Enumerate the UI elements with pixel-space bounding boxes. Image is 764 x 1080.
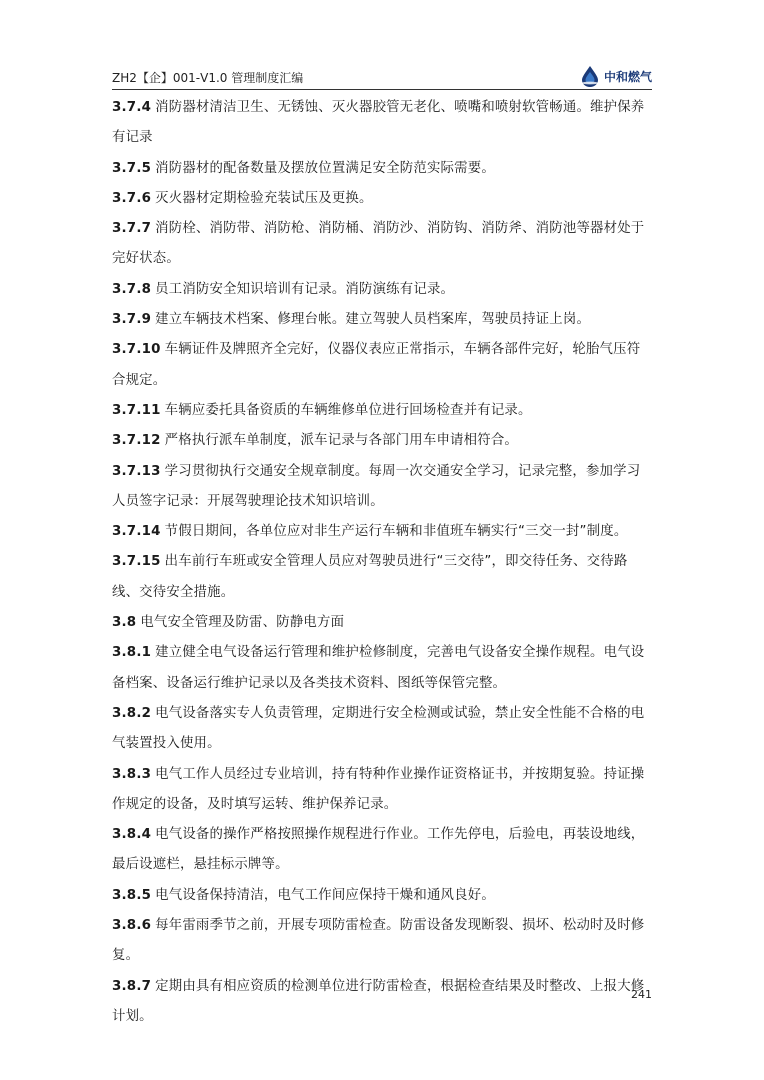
clause-paragraph (112, 638, 652, 699)
clause-paragraph (112, 760, 652, 821)
clause-number: 3.8 (112, 615, 137, 631)
clause-number: 3.7.6 (112, 190, 152, 206)
clause-number: 3.8.7 (112, 978, 152, 994)
header-divider (112, 89, 652, 90)
clause-number: 3.7.11 (112, 402, 161, 418)
clause-paragraph (112, 517, 652, 547)
clause-text: 出车前行车班或安全管理人员应对驾驶员进行“三交待”，即交待任务、交待路线、交待安全措施。 (112, 554, 628, 600)
clause-number: 3.8.4 (112, 827, 152, 843)
flame-drop-icon (579, 65, 601, 87)
clause-number: 3.7.7 (112, 221, 152, 237)
page-number: 241 (631, 988, 652, 1001)
company-logo (579, 65, 652, 87)
page-header (112, 56, 652, 90)
clause-text: 学习贯彻执行交通安全规章制度。每周一次交通安全学习，记录完整，参加学习人员签字记录：开展驾驶理论技术知识培训。 (112, 463, 641, 509)
clause-text: 建立健全电气设备运行管理和维护检修制度，完善电气设备安全操作规程。电气设备档案、设备运行维护记录以及各类技术资料、图纸等保管完整。 (112, 645, 645, 691)
clause-text: 每年雷雨季节之前，开展专项防雷检查。防雷设备发现断裂、损坏、松动时及时修复。 (112, 918, 645, 964)
clause-paragraph (112, 305, 652, 335)
clause-paragraph (112, 820, 652, 881)
clause-paragraph (112, 335, 652, 396)
clause-paragraph (112, 93, 652, 154)
clause-number: 3.7.5 (112, 160, 152, 176)
clause-text: 员工消防安全知识培训有记录。消防演练有记录。 (155, 281, 455, 297)
clause-text: 消防器材的配备数量及摆放位置满足安全防范实际需要。 (155, 160, 495, 176)
clause-number: 3.7.4 (112, 100, 152, 115)
clause-number: 3.7.8 (112, 281, 152, 297)
clause-number: 3.7.9 (112, 312, 152, 328)
clause-number: 3.8.1 (112, 645, 152, 661)
clause-paragraph (112, 396, 652, 426)
clause-number: 3.7.10 (112, 342, 161, 358)
clause-number: 3.7.14 (112, 524, 161, 540)
document-title: ZH2【企】001-V1.0 管理制度汇编 (112, 71, 304, 85)
document-body (112, 93, 652, 1032)
clause-paragraph (112, 547, 652, 608)
clause-number: 3.7.15 (112, 554, 161, 570)
clause-paragraph (112, 275, 652, 305)
clause-paragraph (112, 972, 652, 1033)
clause-text: 电气工作人员经过专业培训，持有特种作业操作证资格证书，并按期复验。持证操作规定的设备，及时填写运转、维护保养记录。 (112, 766, 645, 812)
clause-text: 电气安全管理及防雷、防静电方面 (140, 615, 345, 631)
clause-text: 电气设备保持清洁，电气工作间应保持干燥和通风良好。 (155, 887, 495, 903)
company-logo-text: 中和燃气 (603, 69, 652, 84)
clause-text: 定期由具有相应资质的检测单位进行防雷检查，根据检查结果及时整改、上报大修计划。 (112, 978, 645, 1024)
clause-number: 3.8.6 (112, 918, 152, 934)
clause-paragraph (112, 214, 652, 275)
clause-text: 严格执行派车单制度，派车记录与各部门用车申请相符合。 (164, 433, 519, 449)
clause-paragraph (112, 457, 652, 518)
clause-number: 3.8.3 (112, 766, 152, 782)
clause-text: 车辆证件及牌照齐全完好，仪器仪表应正常指示，车辆各部件完好，轮胎气压符合规定。 (112, 342, 641, 388)
clause-paragraph (112, 154, 652, 184)
clause-text: 电气设备的操作严格按照操作规程进行作业。工作先停电，后验电，再装设地线，最后设遮栏，悬挂标示牌等。 (112, 827, 645, 873)
clause-number: 3.8.2 (112, 705, 152, 721)
clause-text: 电气设备落实专人负责管理，定期进行安全检测或试验，禁止安全性能不合格的电气装置投入使用。 (112, 705, 645, 752)
clause-paragraph (112, 184, 652, 214)
clause-paragraph (112, 699, 652, 760)
clause-paragraph (112, 608, 652, 638)
clause-text: 消防栓、消防带、消防枪、消防桶、消防沙、消防钩、消防斧、消防池等器材处于完好状态。 (112, 221, 645, 267)
clause-number: 3.7.13 (112, 463, 161, 479)
clause-text: 消防器材清洁卫生、无锈蚀、灭火器胶管无老化、喷嘴和喷射软管畅通。维护保养有记录 (112, 100, 645, 146)
clause-number: 3.8.5 (112, 887, 152, 903)
clause-number: 3.7.12 (112, 433, 161, 449)
clause-text: 车辆应委托具备资质的车辆维修单位进行回场检查并有记录。 (164, 402, 532, 418)
clause-paragraph (112, 881, 652, 911)
clause-text: 灭火器材定期检验充装试压及更换。 (155, 190, 373, 206)
clause-paragraph (112, 426, 652, 456)
clause-text: 节假日期间，各单位应对非生产运行车辆和非值班车辆实行“三交一封”制度。 (164, 524, 628, 540)
clause-text: 建立车辆技术档案、修理台帐。建立驾驶人员档案库，驾驶员持证上岗。 (155, 312, 591, 328)
clause-paragraph (112, 911, 652, 972)
